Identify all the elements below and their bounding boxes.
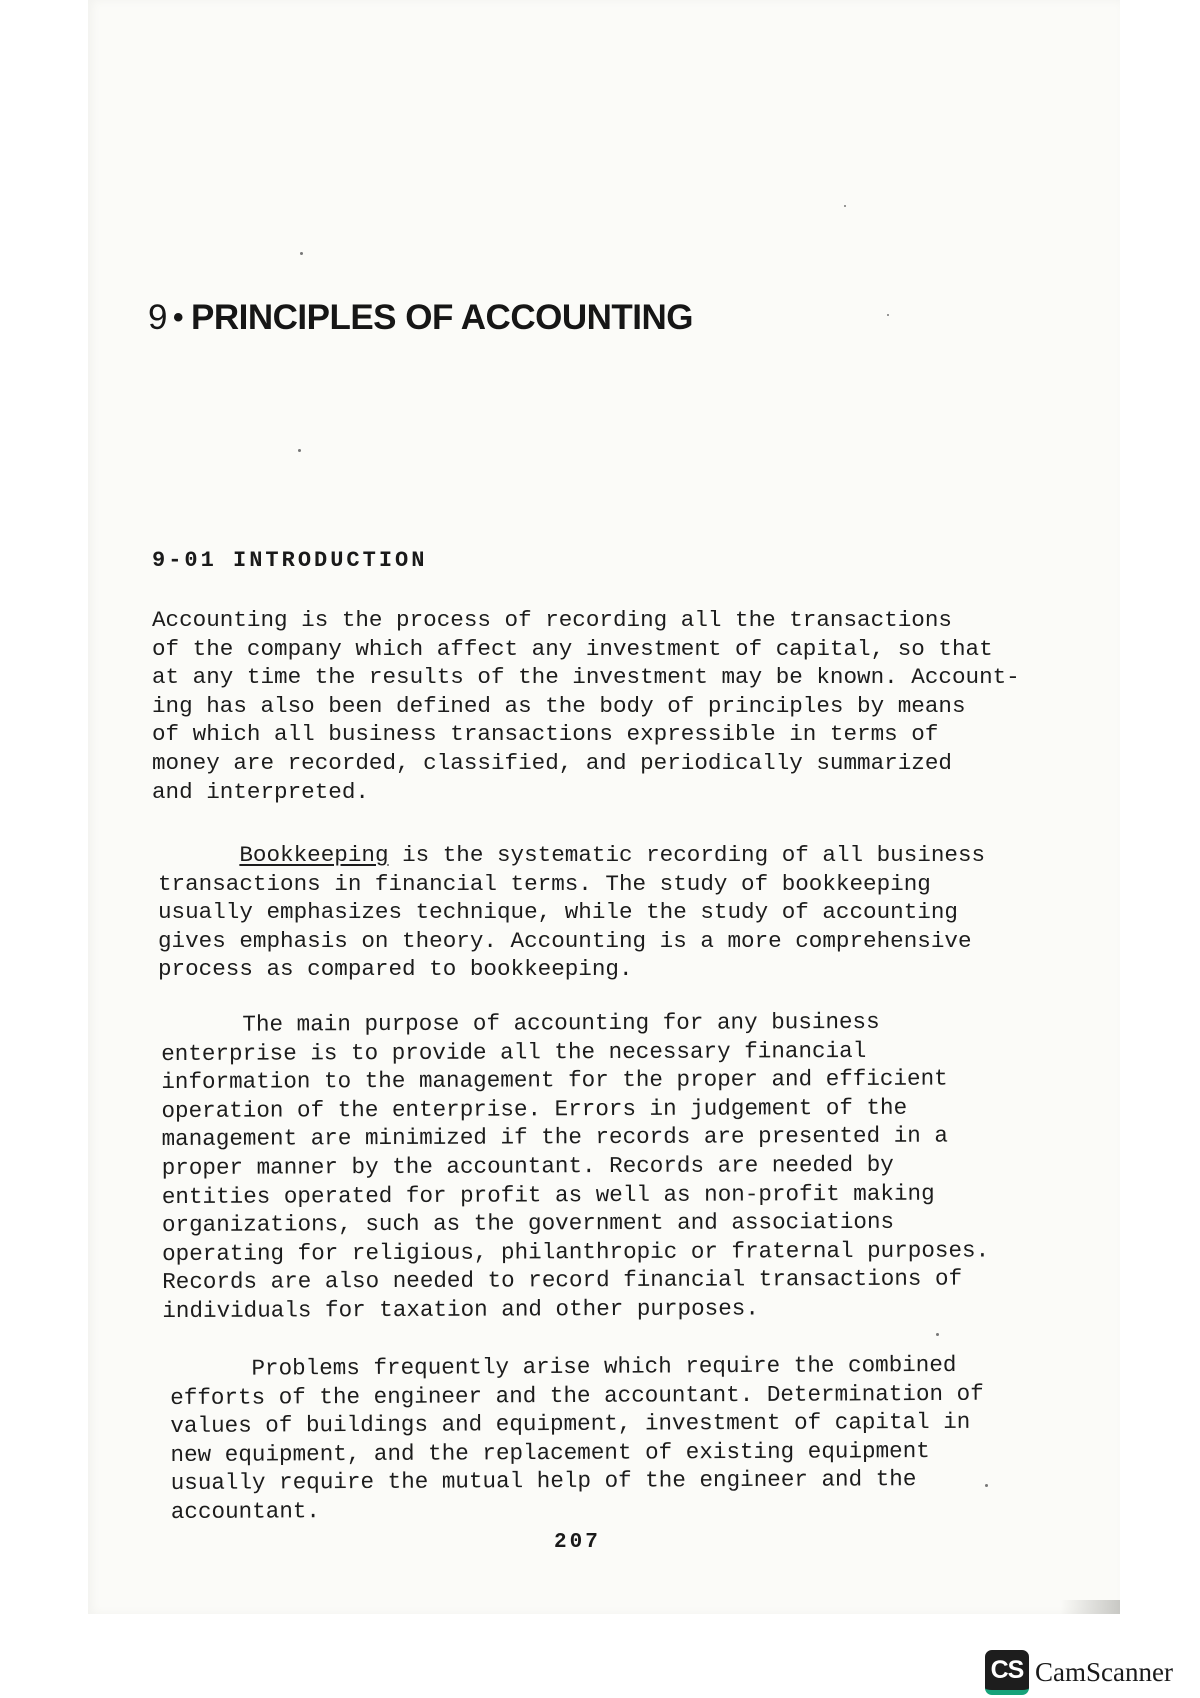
paragraph-problems: Problems frequently arise which require the combined efforts of the engineer and the accountant. Determination of values of buildings and equipment, investment of capital in new equipment, and the replacement of existing equipment usually require the mutual help of the engineer and the accountant. (170, 1351, 984, 1525)
scan-speck (985, 1484, 988, 1487)
scan-speck (844, 205, 846, 207)
paragraph-purpose: The main purpose of accounting for any business enterprise is to provide all the necessary financial information to the management for the proper and efficient operation of the enterprise. Errors in judgement of the management are minimized if the records are presented in a proper manner by the accountant. Records are needed by entities operated for profit as well as non-profit making organizations, such as the government and associations operating for religious, philanthropic or fraternal purposes. Records are also needed to record financial transactions of individuals for taxation and other purposes. (161, 1008, 990, 1324)
scan-edge-shadow (1060, 1600, 1120, 1614)
scan-speck (887, 314, 889, 316)
chapter-number: 9 (148, 298, 167, 337)
camscanner-logo-icon: CS (985, 1650, 1029, 1695)
paragraph-bookkeeping (158, 841, 985, 984)
paragraph-bookkeeping-text: is the systematic recording of all business transactions in financial terms. The study of bookkeeping usually emphasizes technique, while the study of accounting gives emphasis on theory. Accounting is a more comprehensive process as compared to bookkeeping. (158, 842, 986, 983)
scan-speck (300, 252, 303, 255)
chapter-bullet: • (172, 301, 183, 334)
camscanner-watermark (985, 1650, 1173, 1695)
bookkeeping-term: Bookkeeping (239, 842, 389, 868)
scan-speck (936, 1333, 939, 1336)
chapter-title (148, 298, 693, 338)
camscanner-name: CamScanner (1035, 1657, 1173, 1687)
page-number: 207 (554, 1531, 601, 1554)
chapter-title-text: PRINCIPLES OF ACCOUNTING (190, 298, 693, 337)
paragraph-accounting-definition: Accounting is the process of recording all the transactions of the company which affect any investment of capital, so that at any time the results of the investment may be known. Account- ing has also been defined as the body of principles by means of which all business transactions expressible in terms of money are recorded, classified, and periodically summarized and interpreted. (152, 607, 1020, 805)
scan-speck (298, 449, 301, 452)
section-heading: 9-01 INTRODUCTION (152, 548, 428, 573)
